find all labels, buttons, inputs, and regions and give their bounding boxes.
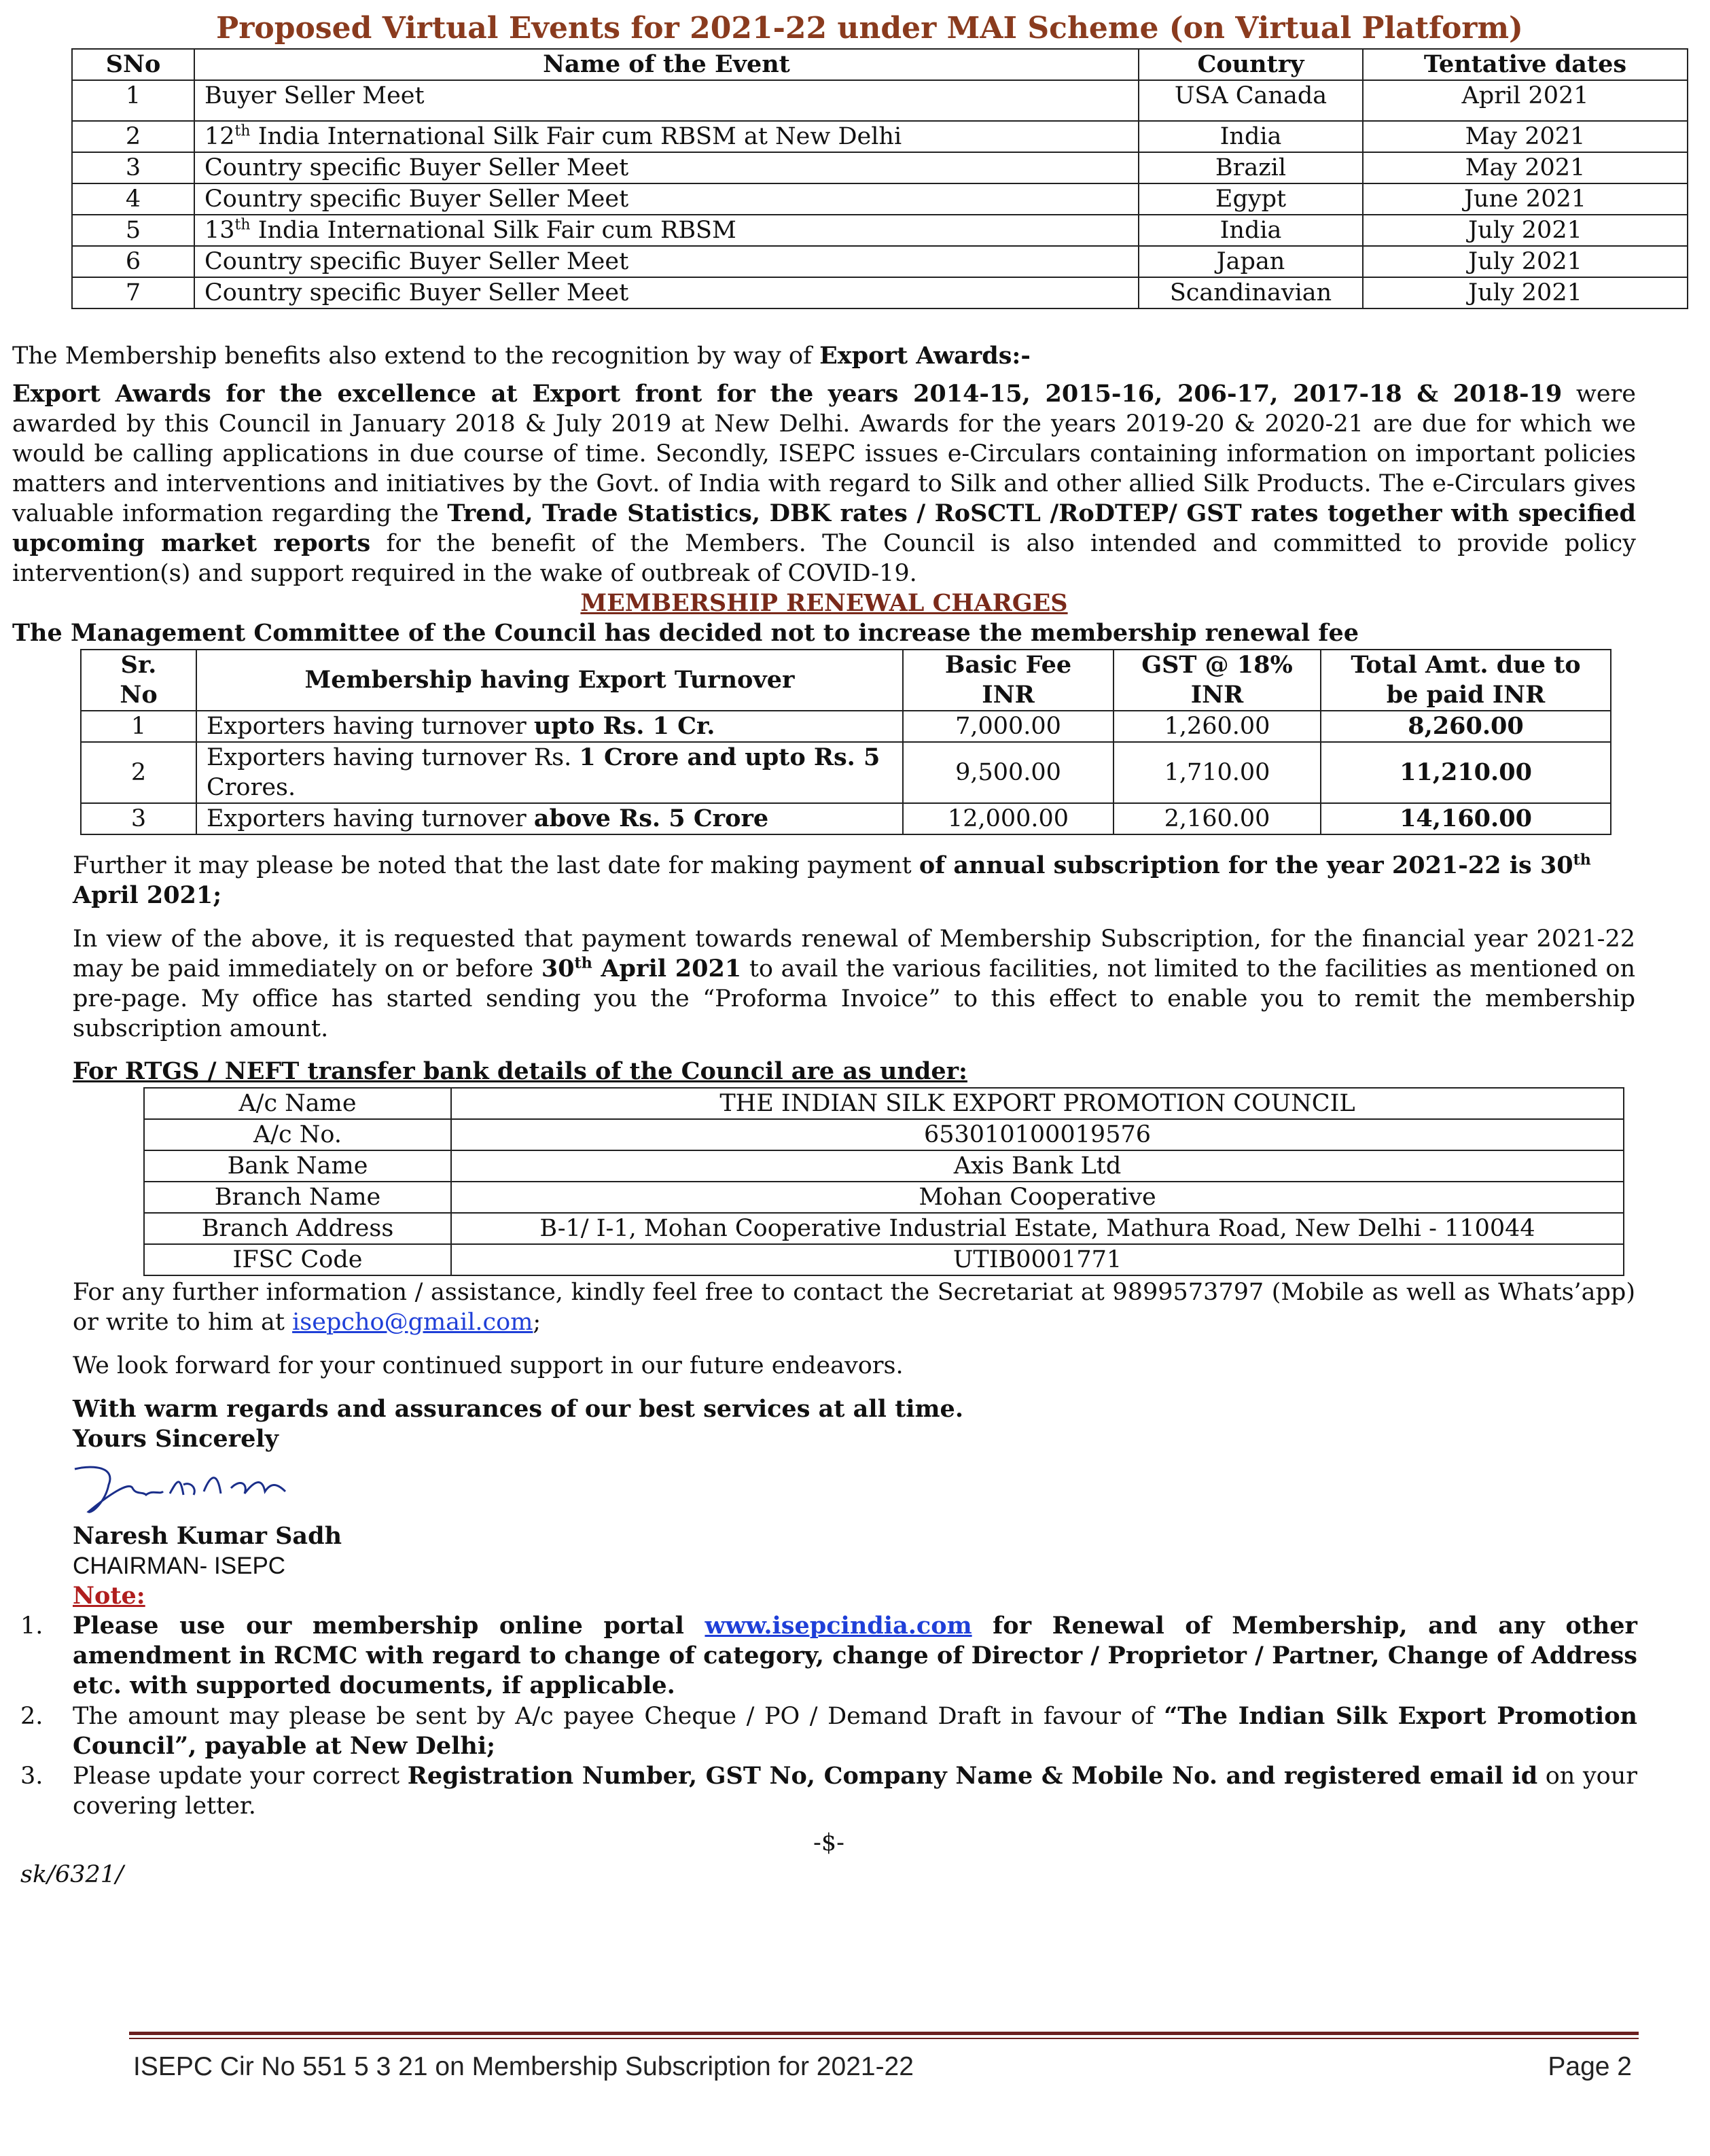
note-label: Note: (73, 1582, 145, 1610)
event-sno: 2 (72, 121, 194, 152)
event-sno: 5 (72, 215, 194, 246)
event-name-rest: India International Silk Fair cum RBSM at New Delhi (250, 123, 902, 150)
bank-label: Bank Name (144, 1150, 451, 1182)
turnover-text: Exporters having turnover Rs. (207, 744, 580, 771)
col-sno-header: SNo (72, 49, 194, 80)
bank-label: IFSC Code (144, 1244, 451, 1275)
event-sno: 3 (72, 152, 194, 183)
event-date: July 2021 (1363, 215, 1688, 246)
email-link[interactable]: isepcho@gmail.com (292, 1309, 533, 1336)
fee-turnover (196, 711, 903, 742)
event-name (194, 80, 1139, 121)
event-name (194, 152, 1139, 183)
awards-intro-text: The Membership benefits also extend to the recognition by way of (12, 342, 820, 370)
bank-value: UTIB0001771 (451, 1244, 1624, 1275)
renewal-fee-table (80, 649, 1611, 835)
fee-col-turnover: Membership having Export Turnover (196, 650, 903, 711)
fee-sr: 3 (81, 803, 196, 834)
gst-line1: GST @ 18% (1141, 651, 1293, 679)
fee-gst: 1,710.00 (1114, 742, 1321, 803)
event-name-text: Country specific Buyer Seller Meet (204, 248, 629, 275)
payment-sup: th (1573, 851, 1591, 869)
event-country: Egypt (1139, 183, 1363, 215)
turnover-bold: 1 Crore and upto Rs. 5 (579, 743, 880, 771)
signatory-designation: CHAIRMAN- ISEPC (73, 1553, 286, 1579)
fee-row-3 (81, 803, 1611, 834)
bank-row (144, 1244, 1624, 1275)
request-bold: 30 (541, 955, 575, 983)
payment-bold2: April 2021; (73, 881, 222, 909)
events-table (71, 48, 1688, 309)
note-plain2: on your covering letter. (73, 1763, 1637, 1820)
fee-gst: 1,260.00 (1114, 711, 1321, 742)
note-bold: “The Indian Silk Export Promotion Council”, payable at New Delhi; (73, 1702, 1637, 1760)
regards-text: With warm regards and assurances of our best services at all time. (73, 1395, 964, 1423)
event-date: May 2021 (1363, 121, 1688, 152)
event-country: Japan (1139, 246, 1363, 277)
bank-row (144, 1182, 1624, 1213)
event-name-text: Country specific Buyer Seller Meet (204, 185, 629, 213)
request-bold2: April 2021 (592, 955, 742, 983)
event-row (72, 246, 1688, 277)
fee-col-total (1321, 650, 1611, 711)
event-name-text: Country specific Buyer Seller Meet (204, 154, 629, 181)
fee-col-gst (1114, 650, 1321, 711)
awards-intro-bold: Export Awards:- (819, 342, 1031, 370)
event-name-sup: th (234, 216, 251, 234)
awards-bold-1: Export Awards for the excellence at Export front for the years 2014-15, 2015-16, 206-17, 2017-18 & 2018-19 (12, 380, 1563, 408)
fee-col-basic (903, 650, 1114, 711)
event-date: July 2021 (1363, 277, 1688, 308)
turnover-bold: above Rs. 5 Crore (533, 805, 769, 832)
payment-deadline (73, 851, 1635, 911)
fee-basic: 12,000.00 (903, 803, 1114, 834)
event-name (194, 183, 1139, 215)
fee-sr: 1 (81, 711, 196, 742)
event-sno: 4 (72, 183, 194, 215)
note-item-2 (20, 1701, 1637, 1761)
bank-value: Axis Bank Ltd (451, 1150, 1624, 1182)
events-title: Proposed Virtual Events for 2021-22 under MAI Scheme (on Virtual Platform) (216, 11, 1523, 46)
bank-value: THE INDIAN SILK EXPORT PROMOTION COUNCIL (451, 1088, 1624, 1119)
fee-turnover (196, 803, 903, 834)
contact-tail: ; (533, 1309, 541, 1336)
note-text (73, 1701, 1637, 1761)
page-number: Page 2 (1548, 2052, 1632, 2081)
event-name (194, 246, 1139, 277)
note-number: 3. (20, 1763, 43, 1790)
signatory-name: Naresh Kumar Sadh (73, 1522, 342, 1550)
event-country: India (1139, 215, 1363, 246)
bank-row (144, 1119, 1624, 1150)
col-event-header: Name of the Event (194, 49, 1139, 80)
event-sno: 6 (72, 246, 194, 277)
note-bold2: for Renewal of Membership, and any other amendment in RCMC with regard to change of category, change of Director / Proprietor / Partner, Change of Address etc. with supported documents, if applicable. (73, 1612, 1637, 1699)
request-text2: to avail the various facilities, not limited to the facilities as mentioned on pre-page. My office has started sending you the “Proforma Invoice” to this effect to enable you to remit the membership subscription amount. (73, 955, 1635, 1042)
note-number: 2. (20, 1703, 43, 1730)
event-row (72, 277, 1688, 308)
event-date: April 2021 (1363, 80, 1688, 121)
look-forward-text: We look forward for your continued support in our future endeavors. (73, 1352, 904, 1379)
end-mark: -$- (813, 1829, 844, 1856)
bank-value: B-1/ I-1, Mohan Cooperative Industrial Estate, Mathura Road, New Delhi - 110044 (451, 1213, 1624, 1244)
bank-label: Branch Name (144, 1182, 451, 1213)
footer-rule-bottom (129, 2038, 1639, 2039)
event-row (72, 152, 1688, 183)
bank-label: Branch Address (144, 1213, 451, 1244)
turnover-text: Exporters having turnover (207, 805, 534, 832)
bank-row (144, 1150, 1624, 1182)
event-country: Brazil (1139, 152, 1363, 183)
signature-drawing (68, 1454, 299, 1522)
turnover-text2: Crores. (207, 774, 296, 801)
note-bold: Please use our membership online portal (73, 1612, 705, 1640)
fee-turnover (196, 742, 903, 803)
sr-line2: No (120, 681, 158, 709)
footer-left-text: ISEPC Cir No 551 5 3 21 on Membership Subscription for 2021-22 (133, 2052, 914, 2081)
event-row (72, 215, 1688, 246)
event-name (194, 121, 1139, 152)
bank-value: Mohan Cooperative (451, 1182, 1624, 1213)
event-name (194, 277, 1139, 308)
bank-label: A/c No. (144, 1119, 451, 1150)
event-name-text: 13 (204, 217, 235, 244)
note-text (73, 1761, 1637, 1821)
sincerely-text: Yours Sincerely (73, 1425, 279, 1453)
note-plain: The amount may please be sent by A/c payee Cheque / PO / Demand Draft in favour of (73, 1703, 1164, 1730)
request-text: In view of the above, it is requested that payment towards renewal of Membership Subscription, for the financial year 2021-22 may be paid immediately on or before (73, 925, 1635, 983)
col-country-header: Country (1139, 49, 1363, 80)
fee-row-1 (81, 711, 1611, 742)
awards-intro (12, 341, 1636, 371)
awards-paragraph (12, 379, 1636, 588)
event-country: Scandinavian (1139, 277, 1363, 308)
bank-value: 653010100019576 (451, 1119, 1624, 1150)
event-name-rest: India International Silk Fair cum RBSM (250, 217, 736, 244)
awards-text-1: were awarded by this Council in January 2018 & July 2019 at New Delhi. Awards for the years 2019-20 & 2020-21 are due for which we would be calling applications in due course of time. Secondly, ISEPC issues e-Circulars containing information on important policies matters and interventions and initiatives by the Govt. of India with regard to Silk and other allied Silk Products. The e-Circulars gives valuable information regarding the (12, 381, 1637, 527)
event-name (194, 215, 1139, 246)
gst-line2: INR (1190, 681, 1244, 709)
fee-sr: 2 (81, 742, 196, 803)
renewal-heading-text: MEMBERSHIP RENEWAL CHARGES (580, 589, 1068, 617)
awards-bold-2: Trend, Trade Statistics, DBK rates / RoSCTL /RoDTEP/ GST rates together with specified upcoming market reports (12, 499, 1636, 557)
note-text (73, 1611, 1637, 1701)
fee-total: 8,260.00 (1321, 711, 1611, 742)
fee-gst: 2,160.00 (1114, 803, 1321, 834)
contact-text: For any further information / assistance, kindly feel free to contact the Secretariat at 9899573797 (Mobile as well as Whats’app) or write to him at (73, 1279, 1635, 1336)
bank-row (144, 1213, 1624, 1244)
event-sno: 7 (72, 277, 194, 308)
event-country: USA Canada (1139, 80, 1363, 121)
basic-line2: INR (982, 681, 1035, 709)
event-name-text: Country specific Buyer Seller Meet (204, 279, 629, 306)
turnover-text: Exporters having turnover (207, 713, 534, 740)
fee-row-2 (81, 742, 1611, 803)
fee-total: 11,210.00 (1321, 742, 1611, 803)
event-name-text: 12 (204, 123, 235, 150)
bank-row (144, 1088, 1624, 1119)
turnover-bold: upto Rs. 1 Cr. (533, 712, 715, 740)
bank-heading: For RTGS / NEFT transfer bank details of the Council are as under: (73, 1057, 967, 1085)
total-line1: Total Amt. due to (1351, 651, 1581, 679)
basic-line1: Basic Fee (944, 651, 1072, 679)
renewal-heading (12, 588, 1636, 618)
event-row (72, 80, 1688, 121)
request-sup: th (574, 954, 592, 972)
fee-col-sr (81, 650, 196, 711)
payment-request (73, 924, 1635, 1044)
fee-header-row (81, 650, 1611, 711)
event-row (72, 183, 1688, 215)
bank-details-table (143, 1087, 1624, 1276)
event-row (72, 121, 1688, 152)
fee-basic: 7,000.00 (903, 711, 1114, 742)
total-line2: be paid INR (1386, 681, 1546, 709)
event-name-text: Buyer Seller Meet (204, 82, 425, 109)
note-item-1 (20, 1611, 1637, 1701)
signature (68, 1454, 299, 1522)
renewal-subheading: The Management Committee of the Council has decided not to increase the membership renewal fee (12, 619, 1359, 647)
payment-bold: of annual subscription for the year 2021-22 is 30 (919, 851, 1573, 879)
event-date: May 2021 (1363, 152, 1688, 183)
note-number: 1. (20, 1612, 43, 1640)
sr-line1: Sr. (120, 651, 157, 679)
col-dates-header: Tentative dates (1363, 49, 1688, 80)
fee-basic: 9,500.00 (903, 742, 1114, 803)
fee-total: 14,160.00 (1321, 803, 1611, 834)
payment-text: Further it may please be noted that the last date for making payment (73, 852, 919, 879)
note-bold: Registration Number, GST No, Company Name & Mobile No. and registered email id (407, 1762, 1538, 1790)
event-date: July 2021 (1363, 246, 1688, 277)
reference-code: sk/6321/ (20, 1861, 124, 1888)
awards-text-2: for the benefit of the Members. The Council is also intended and committed to provide policy intervention(s) and support required in the wake of outbreak of COVID-19. (12, 530, 1636, 587)
note-item-3 (20, 1761, 1637, 1821)
footer-rule-top (129, 2032, 1639, 2035)
portal-link[interactable]: www.isepcindia.com (705, 1612, 972, 1640)
note-plain: Please update your correct (73, 1763, 408, 1790)
bank-label: A/c Name (144, 1088, 451, 1119)
events-header-row (72, 49, 1688, 80)
event-country: India (1139, 121, 1363, 152)
contact-paragraph (73, 1277, 1635, 1337)
event-name-sup: th (234, 122, 251, 140)
event-date: June 2021 (1363, 183, 1688, 215)
event-sno: 1 (72, 80, 194, 121)
